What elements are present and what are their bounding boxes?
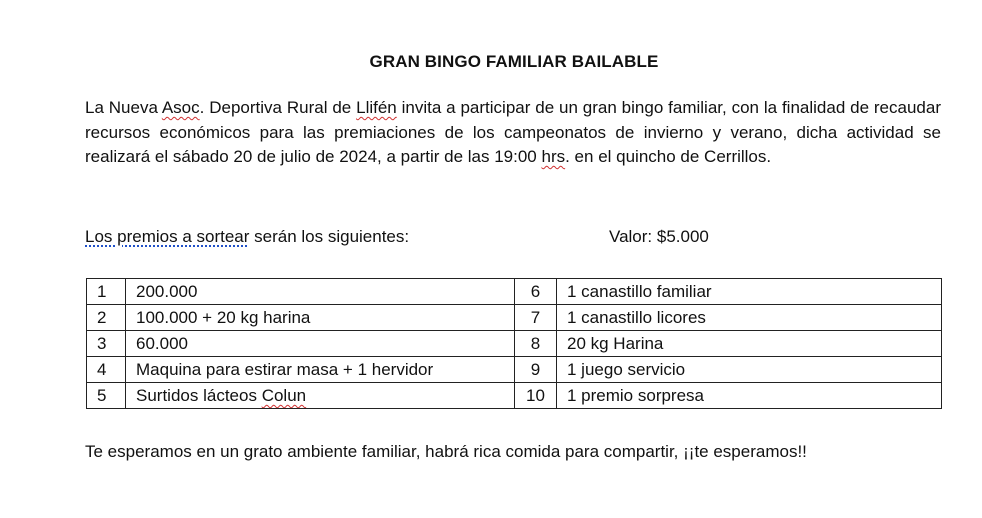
prize-description: 20 kg Harina: [557, 331, 942, 357]
prize-number: 1: [87, 279, 126, 305]
prize-number: 10: [515, 383, 557, 409]
prize-number: 9: [515, 357, 557, 383]
prize-number: 2: [87, 305, 126, 331]
prize-number: 6: [515, 279, 557, 305]
prize-description: 100.000 + 20 kg harina: [126, 305, 515, 331]
intro-text-2: . Deportiva Rural de: [199, 98, 357, 117]
prize-description: 60.000: [126, 331, 515, 357]
closing-paragraph: Te esperamos en un grato ambiente familiar, habrá rica comida para compartir, ¡¡te esperamos!!: [85, 442, 807, 461]
prize-description-text: Surtidos lácteos: [136, 386, 262, 405]
intro-word-hrs: hrs: [541, 147, 566, 167]
table-row: [87, 331, 942, 357]
prize-description: 1 premio sorpresa: [557, 383, 942, 409]
prizes-heading-underlined: Los premios a sortear: [85, 227, 250, 246]
intro-text-3: invita a participar de un gran bingo familiar, con la finalidad de recaudar recursos económicos para las premiaciones de los campeonatos de invierno y verano, dicha actividad se realizará el sábado 20 de julio de 2024, a partir de las 19:00: [85, 98, 941, 167]
prize-description: Maquina para estirar masa + 1 hervidor: [126, 357, 515, 383]
ticket-value: Valor: $5.000: [609, 227, 709, 246]
prize-description: 200.000: [126, 279, 515, 305]
prize-number: 3: [87, 331, 126, 357]
intro-text-4: . en el quincho de Cerrillos.: [565, 147, 772, 167]
prizes-table: [86, 278, 942, 409]
prize-description: 1 canastillo licores: [557, 305, 942, 331]
intro-text-1: La Nueva: [85, 98, 162, 117]
prize-number: 5: [87, 383, 126, 409]
prize-number: 8: [515, 331, 557, 357]
intro-paragraph: [85, 96, 941, 170]
prize-description-brand: Colun: [261, 386, 307, 405]
table-row: [87, 305, 942, 331]
intro-word-asoc: Asoc: [161, 98, 200, 117]
prize-number: 4: [87, 357, 126, 383]
prize-number: 7: [515, 305, 557, 331]
table-row: [87, 279, 942, 305]
document-title: GRAN BINGO FAMILIAR BAILABLE: [369, 52, 659, 71]
prizes-heading-rest: serán los siguientes:: [249, 227, 410, 246]
intro-word-llifen: Llifén: [356, 98, 397, 117]
prize-description: [126, 383, 515, 409]
prize-description: 1 juego servicio: [557, 357, 942, 383]
prizes-heading: [85, 227, 409, 247]
table-row: [87, 383, 942, 409]
prize-description: 1 canastillo familiar: [557, 279, 942, 305]
table-row: [87, 357, 942, 383]
